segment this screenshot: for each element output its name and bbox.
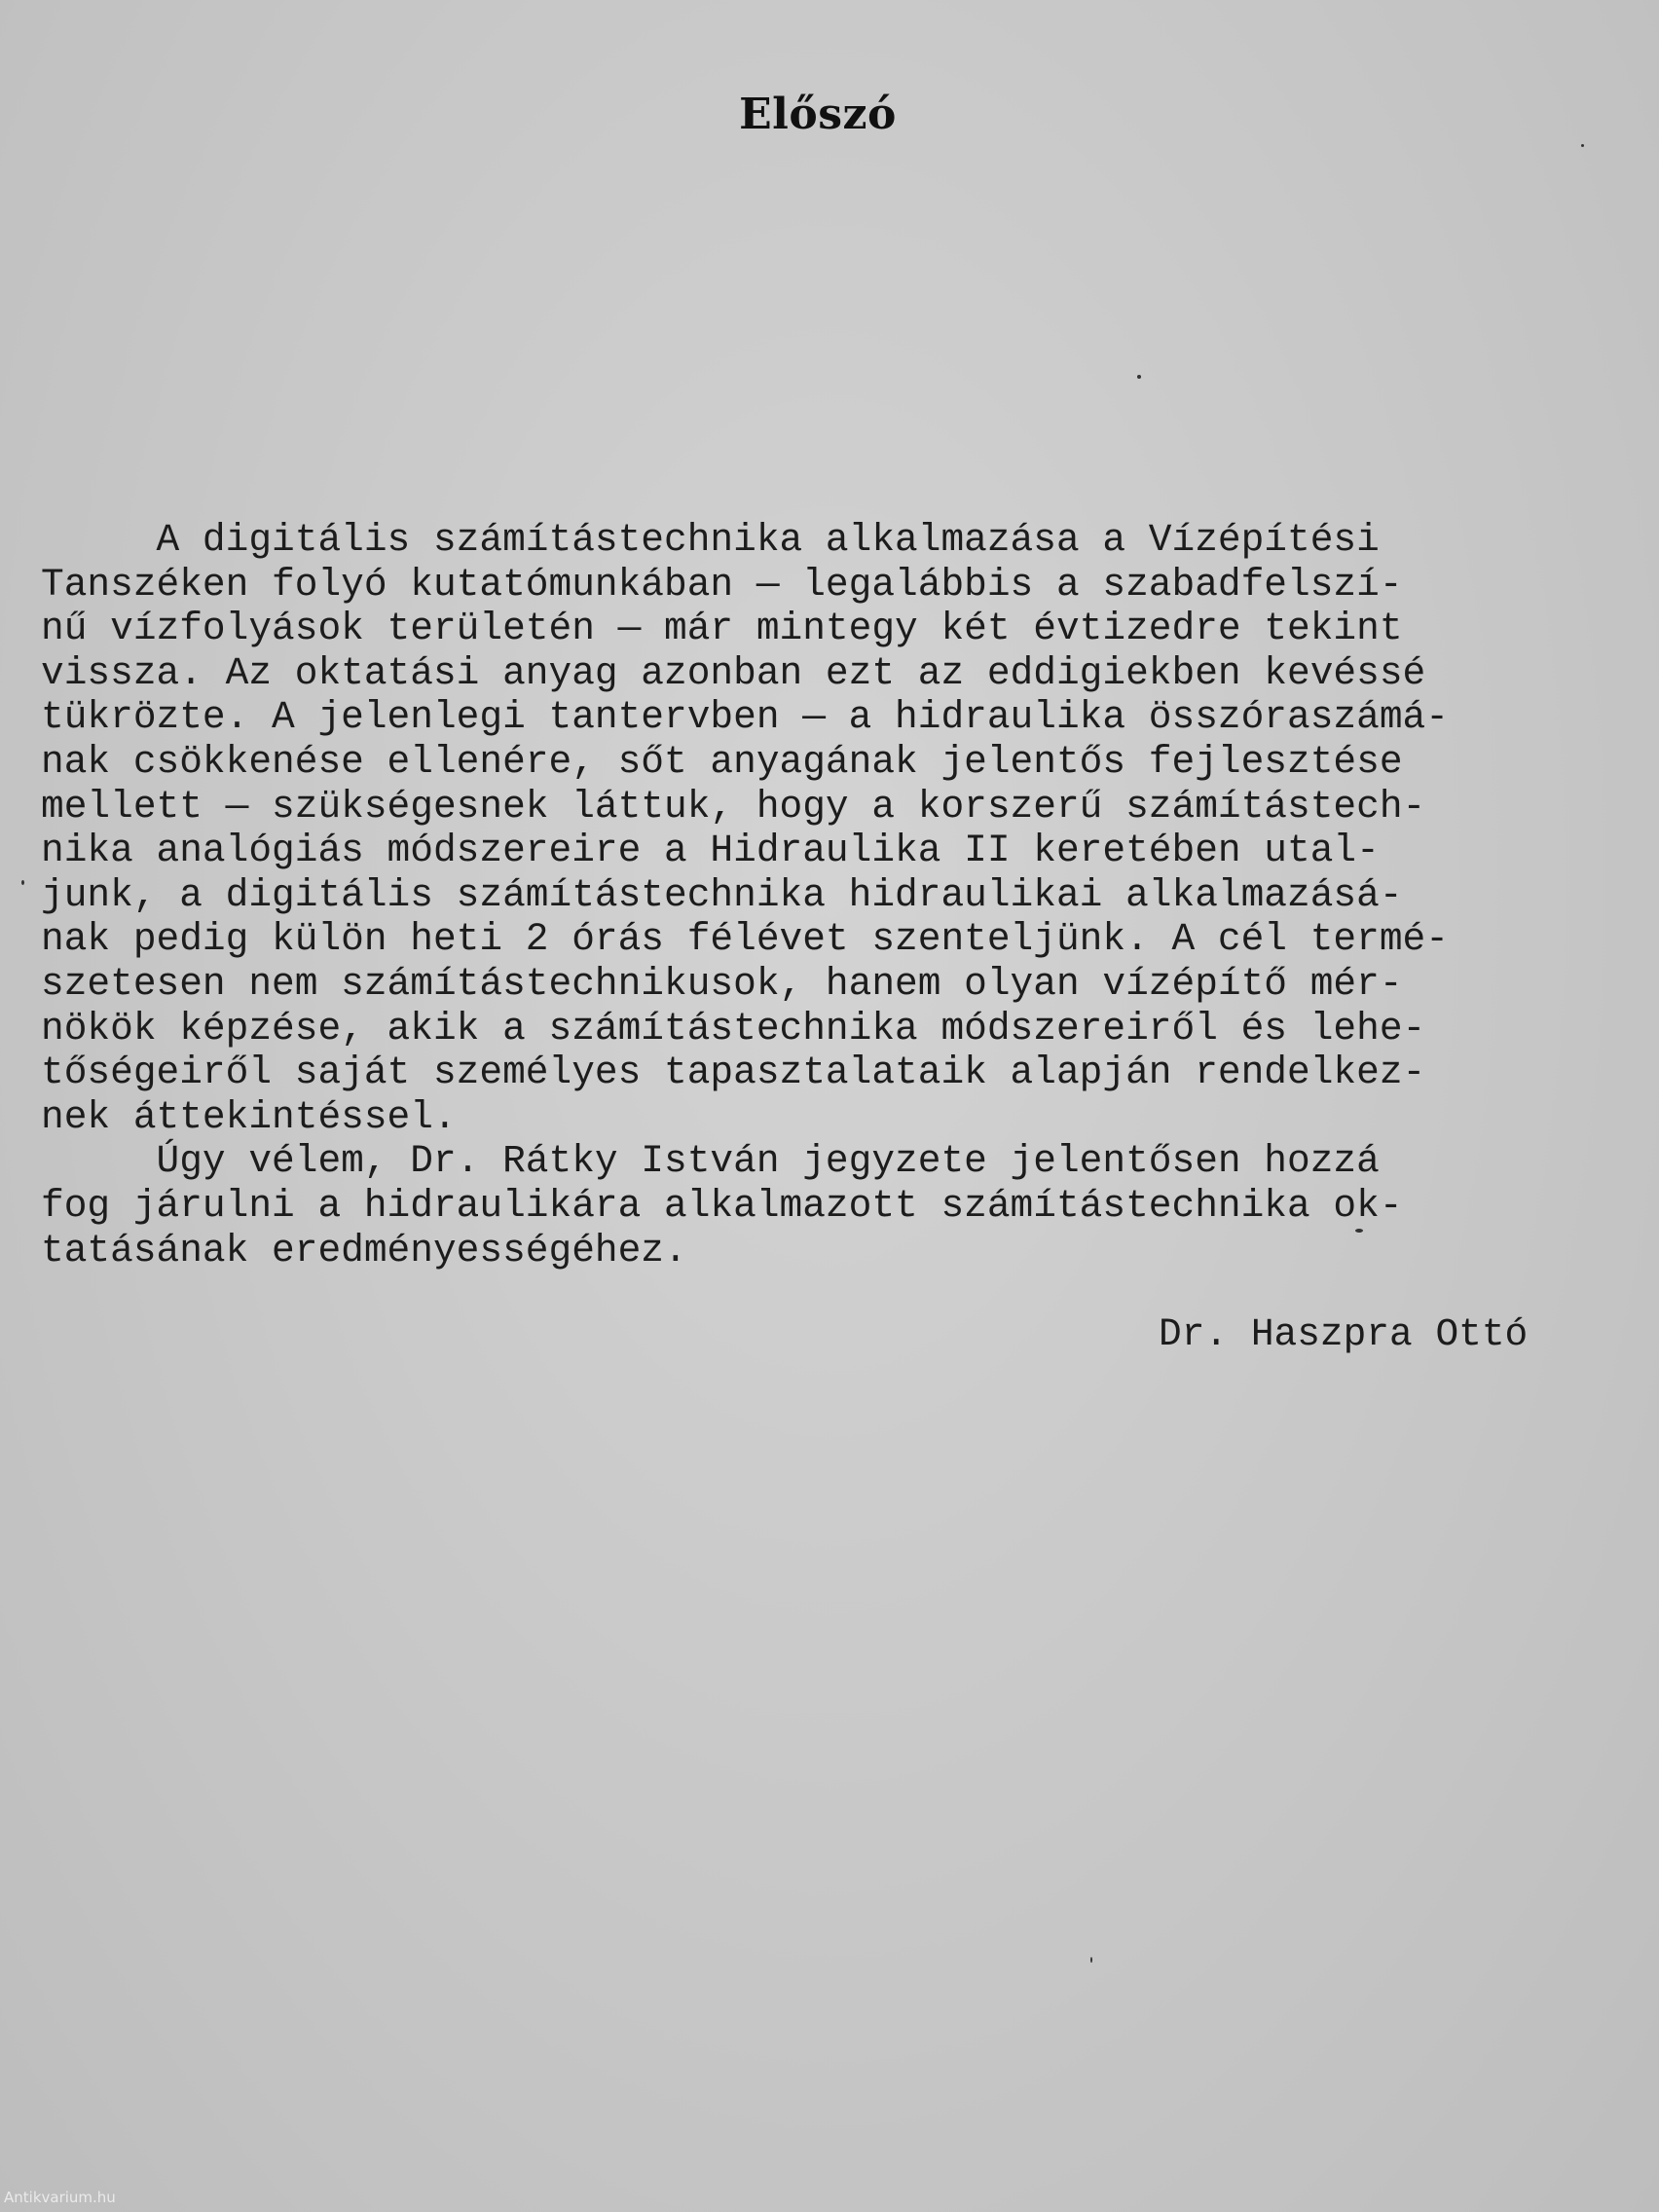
paragraph-2 xyxy=(41,1139,1638,1272)
text-line: tőségeiről saját személyes tapasztalataik alapján rendelkez- xyxy=(41,1051,1426,1095)
text-line: nika analógiás módszereire a Hidraulika II keretében utal- xyxy=(41,829,1380,873)
text-line: nökök képzése, akik a számítástechnika módszereiről és lehe- xyxy=(41,1006,1426,1051)
text-line: tükrözte. A jelenlegi tantervben — a hidraulika összóraszámá- xyxy=(41,695,1449,740)
text-line: nak csökkenése ellenére, sőt anyagának jelentős fejlesztése xyxy=(41,739,1403,784)
text-line: junk, a digitális számítástechnika hidraulikai alkalmazásá- xyxy=(41,872,1403,917)
text-line: nek áttekintéssel. xyxy=(41,1094,457,1139)
text-line: vissza. Az oktatási anyag azonban ezt az eddigiekben kevéssé xyxy=(41,650,1426,695)
text-line: nak pedig külön heti 2 órás félévet szenteljünk. A cél termé- xyxy=(41,917,1449,962)
text-line: mellett — szükségesnek láttuk, hogy a korszerű számítástech- xyxy=(41,784,1426,829)
text-line: A digitális számítástechnika alkalmazása a Vízépítési xyxy=(41,518,1380,562)
text-line: tatásának eredményességéhez. xyxy=(41,1228,687,1272)
text-line: fog járulni a hidraulikára alkalmazott számítástechnika ok- xyxy=(41,1183,1403,1228)
paper-speck xyxy=(1581,144,1584,147)
paper-speck xyxy=(1137,375,1141,379)
watermark: Antikvarium.hu xyxy=(4,2189,116,2206)
preface-body xyxy=(41,518,1638,1272)
text-line: Úgy vélem, Dr. Rátky István jegyzete jelentősen hozzá xyxy=(41,1139,1380,1184)
text-line: Tanszéken folyó kutatómunkában — legalábbis a szabadfelszí- xyxy=(41,562,1403,607)
text-line: szetesen nem számítástechnikusok, hanem olyan vízépítő mér- xyxy=(41,961,1403,1006)
page-title: Előszó xyxy=(739,90,897,139)
signature: Dr. Haszpra Ottó xyxy=(1159,1312,1529,1356)
text-line: nű vízfolyások területén — már mintegy két évtizedre tekint xyxy=(41,607,1403,651)
paper-speck xyxy=(1090,1957,1092,1963)
paragraph-1 xyxy=(41,518,1638,1139)
paper-speck xyxy=(1355,1229,1363,1233)
paper-speck xyxy=(21,880,24,885)
